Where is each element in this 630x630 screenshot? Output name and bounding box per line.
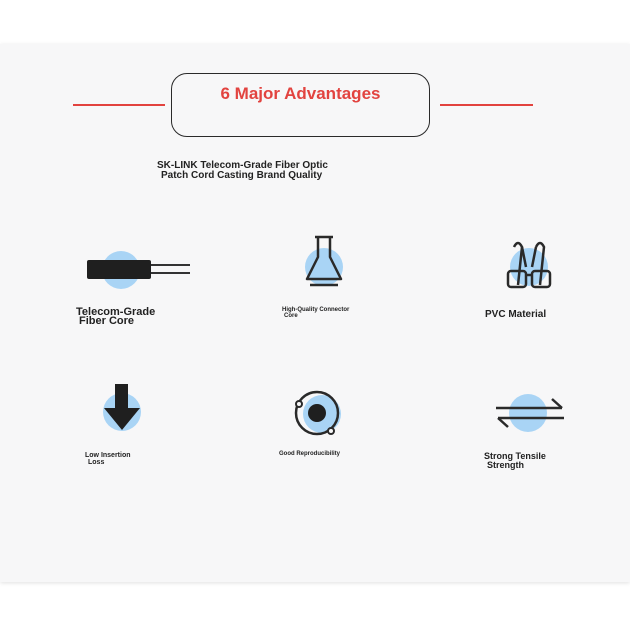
fiber-cable-icon — [84, 248, 194, 293]
subtitle-line-2: Patch Cord Casting Brand Quality — [161, 170, 323, 181]
title-rule-left — [73, 104, 165, 106]
feature-label-pvc-material: PVC Material — [485, 309, 547, 320]
feature-label-tensile-strength: Strong Tensile Strength — [484, 451, 546, 470]
title-rule-right — [440, 104, 533, 106]
two-way-arrows-icon — [494, 392, 566, 434]
feature-label-connector-core: High-Quality Connector Core — [282, 307, 350, 319]
down-arrow-icon — [100, 382, 144, 434]
feature-label-fiber-core: Telecom-Grade Fiber Core — [76, 306, 156, 327]
feature-label-reproducibility: Good Reproducibility — [279, 451, 340, 457]
page-title: 6 Major Advantages — [220, 84, 381, 103]
page-subtitle — [157, 161, 328, 181]
pvc-material-icon — [504, 237, 554, 293]
connector-core-icon — [300, 233, 348, 291]
title-box — [171, 73, 430, 137]
subtitle-line-1: SK-LINK Telecom-Grade Fiber Optic — [157, 160, 328, 171]
feature-label-insertion-loss: Low Insertion Loss — [85, 452, 131, 466]
target-ring-icon — [293, 388, 345, 440]
